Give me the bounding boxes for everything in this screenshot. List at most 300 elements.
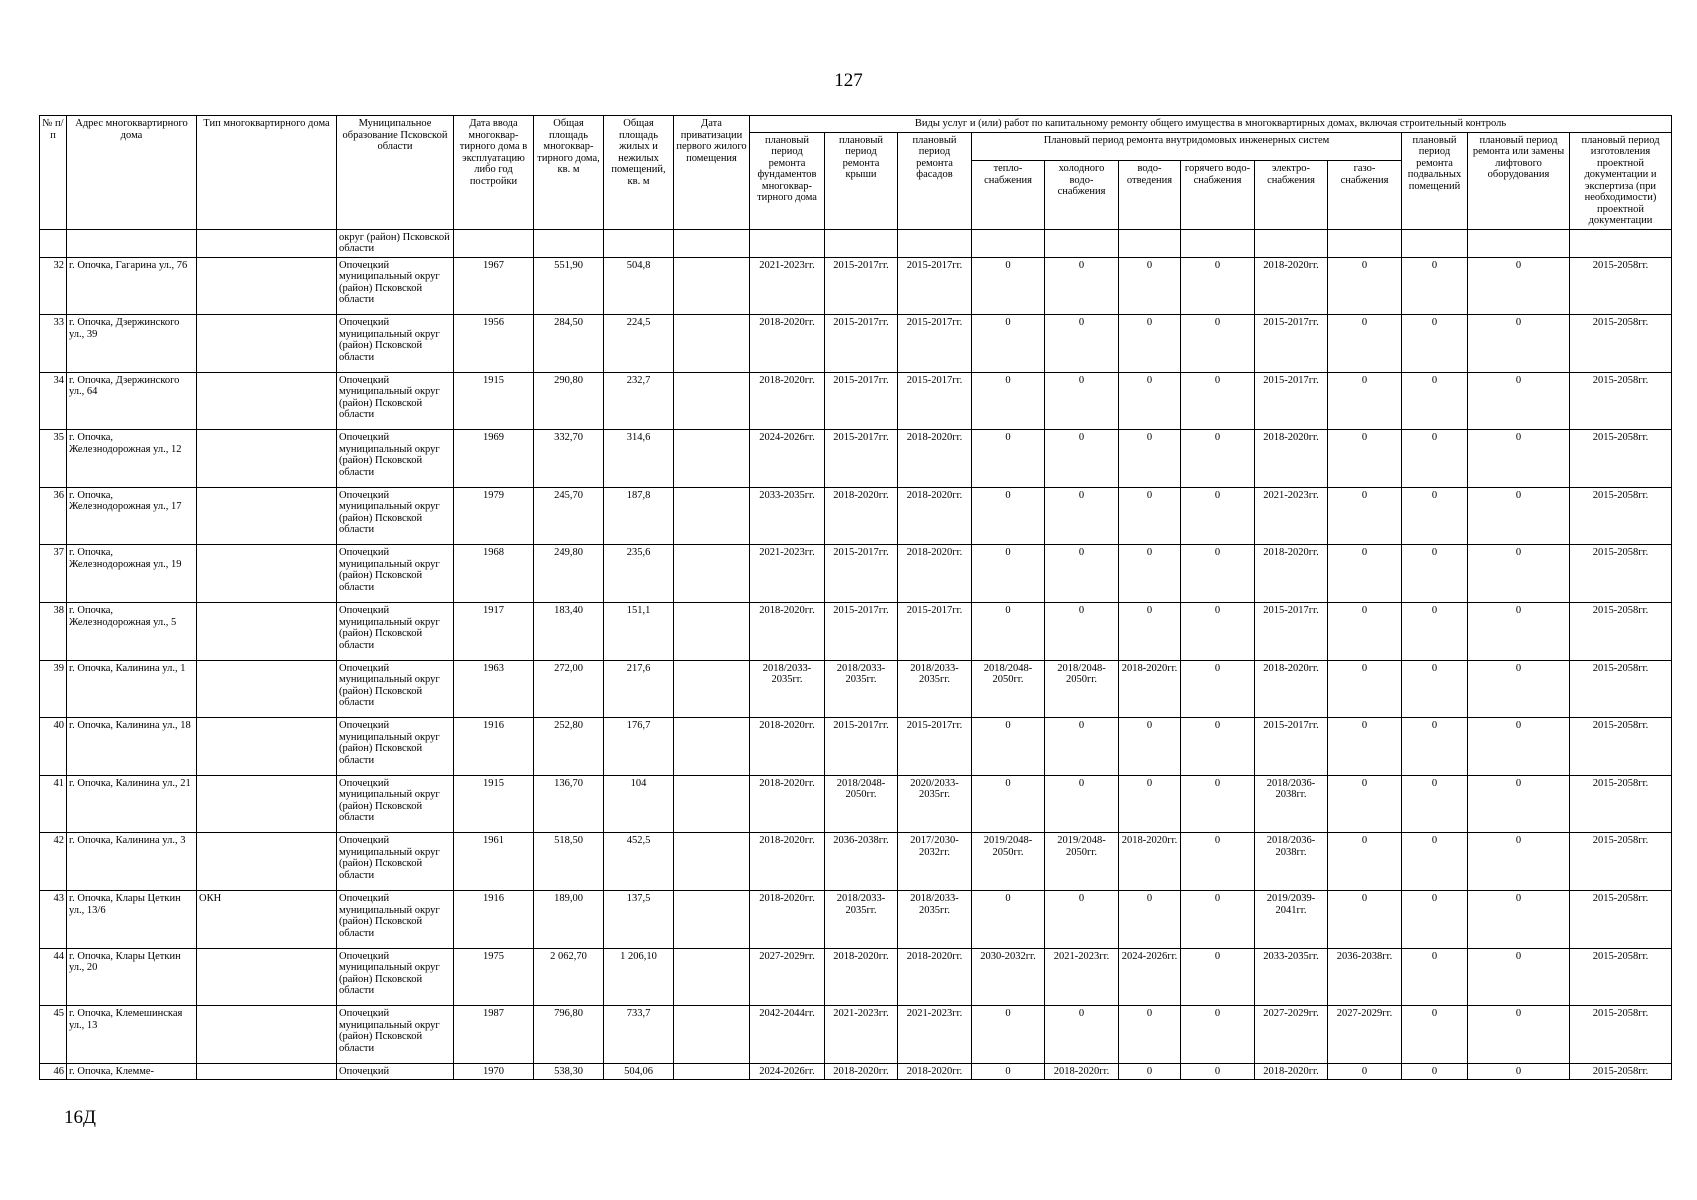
cell-facade: 2015-2017гг. (898, 257, 972, 315)
table-row (40, 603, 1672, 661)
cell-total-area: 245,70 (534, 487, 604, 545)
cell-heat: 2030-2032гг. (972, 948, 1045, 1006)
cell-address: г. Опочка, Дзержинского ул., 64 (67, 372, 197, 430)
table-row (40, 372, 1672, 430)
cell-electric: 2015-2017гг. (1255, 315, 1328, 373)
cell-premises-area: 235,6 (604, 545, 674, 603)
cell-sewer: 2018-2020гг. (1119, 660, 1181, 718)
cell-electric: 2015-2017гг. (1255, 603, 1328, 661)
cell-address: г. Опочка, Клемме- (67, 1063, 197, 1080)
cell-type (197, 372, 337, 430)
cell-num: 35 (40, 430, 67, 488)
cell-foundation: 2024-2026гг. (750, 1063, 825, 1080)
continuation-row (40, 229, 1672, 257)
cell-gas: 0 (1328, 891, 1402, 949)
cell-privatization (674, 257, 750, 315)
cell-type: ОКН (197, 891, 337, 949)
col-commission-date: Дата ввода многоквар-тирного дома в эксплуатацию либо год постройки (454, 116, 534, 230)
cell-municipality: Опочецкий муниципальный округ (район) Псковской области (337, 372, 454, 430)
cell-privatization (674, 545, 750, 603)
cell-heat: 0 (972, 430, 1045, 488)
cell-elevator: 0 (1468, 430, 1570, 488)
cell-electric: 2027-2029гг. (1255, 1006, 1328, 1064)
cell-foundation: 2018-2020гг. (750, 372, 825, 430)
cell-sewer: 0 (1119, 775, 1181, 833)
cell-sewer: 0 (1119, 487, 1181, 545)
cell-foundation: 2018-2020гг. (750, 603, 825, 661)
cell-facade: 2021-2023гг. (898, 1006, 972, 1064)
cell-heat: 0 (972, 545, 1045, 603)
cell-cold-water: 0 (1045, 718, 1119, 776)
cell-total-area: 2 062,70 (534, 948, 604, 1006)
cell-total-area: 284,50 (534, 315, 604, 373)
cell-electric: 2018-2020гг. (1255, 545, 1328, 603)
cell-privatization (674, 430, 750, 488)
cell-type (197, 718, 337, 776)
cell-year: 1963 (454, 660, 534, 718)
cell-roof: 2015-2017гг. (825, 315, 898, 373)
cell-year: 1987 (454, 1006, 534, 1064)
cell-gas: 0 (1328, 545, 1402, 603)
cell-design-docs: 2015-2058гг. (1570, 891, 1672, 949)
cell-address: г. Опочка, Калинина ул., 21 (67, 775, 197, 833)
cell-sewer: 2018-2020гг. (1119, 833, 1181, 891)
cell-address: г. Опочка, Клары Цеткин ул., 20 (67, 948, 197, 1006)
cell-gas: 0 (1328, 660, 1402, 718)
cell-basement: 0 (1402, 891, 1468, 949)
cell-elevator: 0 (1468, 775, 1570, 833)
cell-design-docs: 2015-2058гг. (1570, 257, 1672, 315)
col-cold-water: холодного водо-снабжения (1045, 161, 1119, 229)
cell-facade: 2018/2033-2035гг. (898, 891, 972, 949)
cell-heat: 0 (972, 891, 1045, 949)
table-row (40, 718, 1672, 776)
cell-basement: 0 (1402, 833, 1468, 891)
cell-hot-water: 0 (1181, 833, 1255, 891)
cell-roof: 2018/2033-2035гг. (825, 660, 898, 718)
cell-municipality: Опочецкий муниципальный округ (район) Псковской области (337, 660, 454, 718)
cell-address: г. Опочка, Железнодорожная ул., 5 (67, 603, 197, 661)
cell-premises-area: 504,8 (604, 257, 674, 315)
cell-roof: 2021-2023гг. (825, 1006, 898, 1064)
cell-privatization (674, 775, 750, 833)
cell-premises-area: 232,7 (604, 372, 674, 430)
cell-premises-area: 504,06 (604, 1063, 674, 1080)
cell-year: 1915 (454, 372, 534, 430)
cell-privatization (674, 603, 750, 661)
cell-basement: 0 (1402, 775, 1468, 833)
cell-year: 1961 (454, 833, 534, 891)
cell-privatization (674, 891, 750, 949)
cell-type (197, 430, 337, 488)
cell-premises-area: 1 206,10 (604, 948, 674, 1006)
cell-municipality: Опочецкий муниципальный округ (район) Псковской области (337, 833, 454, 891)
cell-num: 42 (40, 833, 67, 891)
cell-design-docs: 2015-2058гг. (1570, 430, 1672, 488)
cell-foundation: 2033-2035гг. (750, 487, 825, 545)
cell-heat: 0 (972, 315, 1045, 373)
cell-electric: 2018/2036-2038гг. (1255, 775, 1328, 833)
cell-year: 1967 (454, 257, 534, 315)
cell-total-area: 551,90 (534, 257, 604, 315)
cell-heat: 0 (972, 372, 1045, 430)
cell-heat: 0 (972, 1006, 1045, 1064)
cell-facade: 2018-2020гг. (898, 545, 972, 603)
cell-premises-area: 104 (604, 775, 674, 833)
col-total-area: Общая площадь многоквар-тирного дома, кв. м (534, 116, 604, 230)
cell-electric: 2021-2023гг. (1255, 487, 1328, 545)
cell-basement: 0 (1402, 257, 1468, 315)
cell-design-docs: 2015-2058гг. (1570, 660, 1672, 718)
cell-elevator: 0 (1468, 1063, 1570, 1080)
cell-facade: 2018/2033-2035гг. (898, 660, 972, 718)
cell-heat: 0 (972, 487, 1045, 545)
cell-foundation: 2018-2020гг. (750, 315, 825, 373)
cell-privatization (674, 487, 750, 545)
cell-sewer: 0 (1119, 603, 1181, 661)
cell-electric: 2018-2020гг. (1255, 430, 1328, 488)
cell-privatization (674, 718, 750, 776)
cell-elevator: 0 (1468, 603, 1570, 661)
cell-num: 39 (40, 660, 67, 718)
cell-type (197, 948, 337, 1006)
cell-cold-water: 2021-2023гг. (1045, 948, 1119, 1006)
cell-type (197, 545, 337, 603)
cell-address: г. Опочка, Железнодорожная ул., 17 (67, 487, 197, 545)
cell-electric: 2018-2020гг. (1255, 257, 1328, 315)
table-row (40, 833, 1672, 891)
cell-heat: 0 (972, 775, 1045, 833)
col-premises-area: Общая площадь жилых и нежилых помещений, кв. м (604, 116, 674, 230)
cell-type (197, 257, 337, 315)
cell-municipality: Опочецкий муниципальный округ (район) Псковской области (337, 257, 454, 315)
cell-hot-water: 0 (1181, 430, 1255, 488)
cell-roof: 2015-2017гг. (825, 257, 898, 315)
cell-cold-water: 0 (1045, 487, 1119, 545)
table-row (40, 948, 1672, 1006)
cell-electric: 2033-2035гг. (1255, 948, 1328, 1006)
cell-foundation: 2018/2033-2035гг. (750, 660, 825, 718)
col-hot-water: горячего водо-снабжения (1181, 161, 1255, 229)
cell-total-area: 252,80 (534, 718, 604, 776)
cell-design-docs: 2015-2058гг. (1570, 1063, 1672, 1080)
cell-address: г. Опочка, Гагарина ул., 76 (67, 257, 197, 315)
cell-year: 1956 (454, 315, 534, 373)
cell-privatization (674, 948, 750, 1006)
cell-gas: 0 (1328, 718, 1402, 776)
footer-code: 16Д (64, 1107, 96, 1128)
cell-sewer: 0 (1119, 372, 1181, 430)
cell-basement: 0 (1402, 315, 1468, 373)
col-foundation: плановый период ремонта фундаментов многоквар-тирного дома (750, 132, 825, 229)
cell-premises-area: 314,6 (604, 430, 674, 488)
cell-gas: 0 (1328, 775, 1402, 833)
cell-cold-water: 0 (1045, 257, 1119, 315)
cell-basement: 0 (1402, 660, 1468, 718)
cell-roof: 2018-2020гг. (825, 948, 898, 1006)
table-row (40, 891, 1672, 949)
cell-foundation: 2018-2020гг. (750, 833, 825, 891)
cell-hot-water: 0 (1181, 315, 1255, 373)
cell-year: 1970 (454, 1063, 534, 1080)
cell-heat: 0 (972, 1063, 1045, 1080)
cell-total-area: 538,30 (534, 1063, 604, 1080)
cell-total-area: 272,00 (534, 660, 604, 718)
cell-facade: 2015-2017гг. (898, 315, 972, 373)
cell-hot-water: 0 (1181, 545, 1255, 603)
col-roof: плановый период ремонта крыши (825, 132, 898, 229)
cell-privatization (674, 833, 750, 891)
cell-type (197, 1063, 337, 1080)
cell-roof: 2015-2017гг. (825, 718, 898, 776)
cell-electric: 2015-2017гг. (1255, 718, 1328, 776)
cell-sewer: 0 (1119, 1006, 1181, 1064)
cell-gas: 0 (1328, 257, 1402, 315)
col-sewer: водо-отведения (1119, 161, 1181, 229)
cell-heat: 0 (972, 718, 1045, 776)
cell-address: г. Опочка, Клемешинская ул., 13 (67, 1006, 197, 1064)
cell-year: 1968 (454, 545, 534, 603)
cell-gas: 0 (1328, 487, 1402, 545)
cell-num: 45 (40, 1006, 67, 1064)
table-row (40, 660, 1672, 718)
cell-num: 43 (40, 891, 67, 949)
cell-municipality: Опочецкий муниципальный округ (район) Псковской области (337, 430, 454, 488)
col-gas: газо-снабжения (1328, 161, 1402, 229)
cell-basement: 0 (1402, 948, 1468, 1006)
cell-design-docs: 2015-2058гг. (1570, 718, 1672, 776)
cell-num: 34 (40, 372, 67, 430)
col-electric: электро-снабжения (1255, 161, 1328, 229)
cell-year: 1975 (454, 948, 534, 1006)
cell-type (197, 1006, 337, 1064)
cell-type (197, 487, 337, 545)
cell-hot-water: 0 (1181, 487, 1255, 545)
col-privatization-date: Дата приватизации первого жилого помещения (674, 116, 750, 230)
cell-hot-water: 0 (1181, 603, 1255, 661)
cell-num: 46 (40, 1063, 67, 1080)
cell-total-area: 249,80 (534, 545, 604, 603)
cell-elevator: 0 (1468, 545, 1570, 603)
cell-cold-water: 2018/2048-2050гг. (1045, 660, 1119, 718)
cell-cold-water: 0 (1045, 372, 1119, 430)
cell-num: 36 (40, 487, 67, 545)
cell-heat: 0 (972, 257, 1045, 315)
cell-facade: 2018-2020гг. (898, 430, 972, 488)
cell-premises-area: 137,5 (604, 891, 674, 949)
continuation-text: округ (район) Псковской области (337, 229, 454, 257)
cell-roof: 2015-2017гг. (825, 603, 898, 661)
cell-facade: 2017/2030-2032гг. (898, 833, 972, 891)
cell-num: 38 (40, 603, 67, 661)
cell-total-area: 518,50 (534, 833, 604, 891)
table-row (40, 775, 1672, 833)
cell-foundation: 2027-2029гг. (750, 948, 825, 1006)
col-type: Тип многоквартирного дома (197, 116, 337, 230)
table-row (40, 257, 1672, 315)
cell-facade: 2015-2017гг. (898, 603, 972, 661)
cell-elevator: 0 (1468, 487, 1570, 545)
cell-sewer: 0 (1119, 315, 1181, 373)
cell-elevator: 0 (1468, 718, 1570, 776)
cell-roof: 2018-2020гг. (825, 487, 898, 545)
cell-sewer: 0 (1119, 257, 1181, 315)
cell-basement: 0 (1402, 1006, 1468, 1064)
cell-hot-water: 0 (1181, 718, 1255, 776)
cell-hot-water: 0 (1181, 891, 1255, 949)
table-row-partial (40, 1063, 1672, 1080)
cell-municipality: Опочецкий муниципальный округ (район) Псковской области (337, 948, 454, 1006)
cell-facade: 2018-2020гг. (898, 948, 972, 1006)
col-address: Адрес многоквартирного дома (67, 116, 197, 230)
cell-hot-water: 0 (1181, 372, 1255, 430)
cell-design-docs: 2015-2058гг. (1570, 833, 1672, 891)
cell-roof: 2018/2033-2035гг. (825, 891, 898, 949)
cell-num: 33 (40, 315, 67, 373)
cell-foundation: 2018-2020гг. (750, 775, 825, 833)
cell-gas: 0 (1328, 1063, 1402, 1080)
cell-foundation: 2018-2020гг. (750, 718, 825, 776)
cell-privatization (674, 1063, 750, 1080)
cell-gas: 2036-2038гг. (1328, 948, 1402, 1006)
cell-design-docs: 2015-2058гг. (1570, 948, 1672, 1006)
cell-basement: 0 (1402, 718, 1468, 776)
cell-basement: 0 (1402, 487, 1468, 545)
cell-gas: 0 (1328, 833, 1402, 891)
cell-design-docs: 2015-2058гг. (1570, 775, 1672, 833)
cell-cold-water: 0 (1045, 603, 1119, 661)
cell-heat: 2019/2048-2050гг. (972, 833, 1045, 891)
cell-year: 1979 (454, 487, 534, 545)
cell-num: 41 (40, 775, 67, 833)
cell-electric: 2018-2020гг. (1255, 660, 1328, 718)
cell-design-docs: 2015-2058гг. (1570, 372, 1672, 430)
cell-sewer: 0 (1119, 718, 1181, 776)
col-works-group: Виды услуг и (или) работ по капитальному ремонту общего имущества в многоквартирных домах, включая строительный контроль (750, 116, 1672, 133)
cell-electric: 2018-2020гг. (1255, 1063, 1328, 1080)
col-systems-group: Плановый период ремонта внутридомовых инженерных систем (972, 132, 1402, 161)
cell-basement: 0 (1402, 372, 1468, 430)
cell-address: г. Опочка, Клары Цеткин ул., 13/6 (67, 891, 197, 949)
cell-electric: 2019/2039-2041гг. (1255, 891, 1328, 949)
cell-hot-water: 0 (1181, 1006, 1255, 1064)
col-municipality: Муниципальное образование Псковской области (337, 116, 454, 230)
cell-address: г. Опочка, Калинина ул., 3 (67, 833, 197, 891)
cell-roof: 2015-2017гг. (825, 545, 898, 603)
cell-num: 37 (40, 545, 67, 603)
cell-total-area: 332,70 (534, 430, 604, 488)
cell-elevator: 0 (1468, 1006, 1570, 1064)
cell-electric: 2015-2017гг. (1255, 372, 1328, 430)
cell-municipality: Опочецкий муниципальный округ (район) Псковской области (337, 718, 454, 776)
cell-sewer: 2024-2026гг. (1119, 948, 1181, 1006)
cell-privatization (674, 315, 750, 373)
cell-municipality: Опочецкий муниципальный округ (район) Псковской области (337, 315, 454, 373)
cell-design-docs: 2015-2058гг. (1570, 487, 1672, 545)
cell-cold-water: 0 (1045, 545, 1119, 603)
cell-cold-water: 0 (1045, 430, 1119, 488)
cell-gas: 0 (1328, 603, 1402, 661)
cell-facade: 2018-2020гг. (898, 487, 972, 545)
table-row (40, 487, 1672, 545)
cell-sewer: 0 (1119, 545, 1181, 603)
cell-address: г. Опочка, Железнодорожная ул., 12 (67, 430, 197, 488)
cell-design-docs: 2015-2058гг. (1570, 1006, 1672, 1064)
cell-premises-area: 176,7 (604, 718, 674, 776)
cell-premises-area: 733,7 (604, 1006, 674, 1064)
cell-total-area: 290,80 (534, 372, 604, 430)
cell-foundation: 2021-2023гг. (750, 545, 825, 603)
cell-basement: 0 (1402, 545, 1468, 603)
cell-hot-water: 0 (1181, 775, 1255, 833)
cell-elevator: 0 (1468, 660, 1570, 718)
cell-address: г. Опочка, Железнодорожная ул., 19 (67, 545, 197, 603)
cell-hot-water: 0 (1181, 660, 1255, 718)
cell-foundation: 2042-2044гг. (750, 1006, 825, 1064)
cell-foundation: 2021-2023гг. (750, 257, 825, 315)
cell-address: г. Опочка, Дзержинского ул., 39 (67, 315, 197, 373)
cell-cold-water: 0 (1045, 775, 1119, 833)
cell-roof: 2015-2017гг. (825, 430, 898, 488)
cell-design-docs: 2015-2058гг. (1570, 315, 1672, 373)
cell-roof: 2018/2048-2050гг. (825, 775, 898, 833)
cell-hot-water: 0 (1181, 948, 1255, 1006)
cell-type (197, 833, 337, 891)
cell-cold-water: 0 (1045, 315, 1119, 373)
cell-municipality: Опочецкий муниципальный округ (район) Псковской области (337, 487, 454, 545)
cell-total-area: 183,40 (534, 603, 604, 661)
table-row (40, 430, 1672, 488)
cell-heat: 0 (972, 603, 1045, 661)
cell-num: 40 (40, 718, 67, 776)
cell-address: г. Опочка, Калинина ул., 1 (67, 660, 197, 718)
cell-address: г. Опочка, Калинина ул., 18 (67, 718, 197, 776)
cell-facade: 2020/2033-2035гг. (898, 775, 972, 833)
cell-type (197, 315, 337, 373)
cell-premises-area: 151,1 (604, 603, 674, 661)
cell-hot-water: 0 (1181, 1063, 1255, 1080)
cell-year: 1969 (454, 430, 534, 488)
cell-sewer: 0 (1119, 430, 1181, 488)
col-basement: плановый период ремонта подвальных помещений (1402, 132, 1468, 229)
cell-type (197, 660, 337, 718)
cell-elevator: 0 (1468, 948, 1570, 1006)
cell-roof: 2036-2038гг. (825, 833, 898, 891)
cell-year: 1917 (454, 603, 534, 661)
cell-cold-water: 0 (1045, 891, 1119, 949)
cell-elevator: 0 (1468, 315, 1570, 373)
table-row (40, 315, 1672, 373)
col-heat: тепло-снабжения (972, 161, 1045, 229)
cell-elevator: 0 (1468, 372, 1570, 430)
cell-total-area: 796,80 (534, 1006, 604, 1064)
cell-foundation: 2024-2026гг. (750, 430, 825, 488)
cell-cold-water: 2018-2020гг. (1045, 1063, 1119, 1080)
col-elevator: плановый период ремонта или замены лифтового оборудования (1468, 132, 1570, 229)
cell-roof: 2018-2020гг. (825, 1063, 898, 1080)
cell-municipality: Опочецкий муниципальный округ (район) Псковской области (337, 775, 454, 833)
cell-basement: 0 (1402, 603, 1468, 661)
cell-cold-water: 0 (1045, 1006, 1119, 1064)
cell-privatization (674, 660, 750, 718)
cell-roof: 2015-2017гг. (825, 372, 898, 430)
cell-privatization (674, 372, 750, 430)
cell-elevator: 0 (1468, 257, 1570, 315)
cell-year: 1916 (454, 718, 534, 776)
cell-privatization (674, 1006, 750, 1064)
capital-repair-table (39, 115, 1672, 1080)
col-design-docs: плановый период изготовления проектной документации и экспертиза (при необходимости) проектной документации (1570, 132, 1672, 229)
